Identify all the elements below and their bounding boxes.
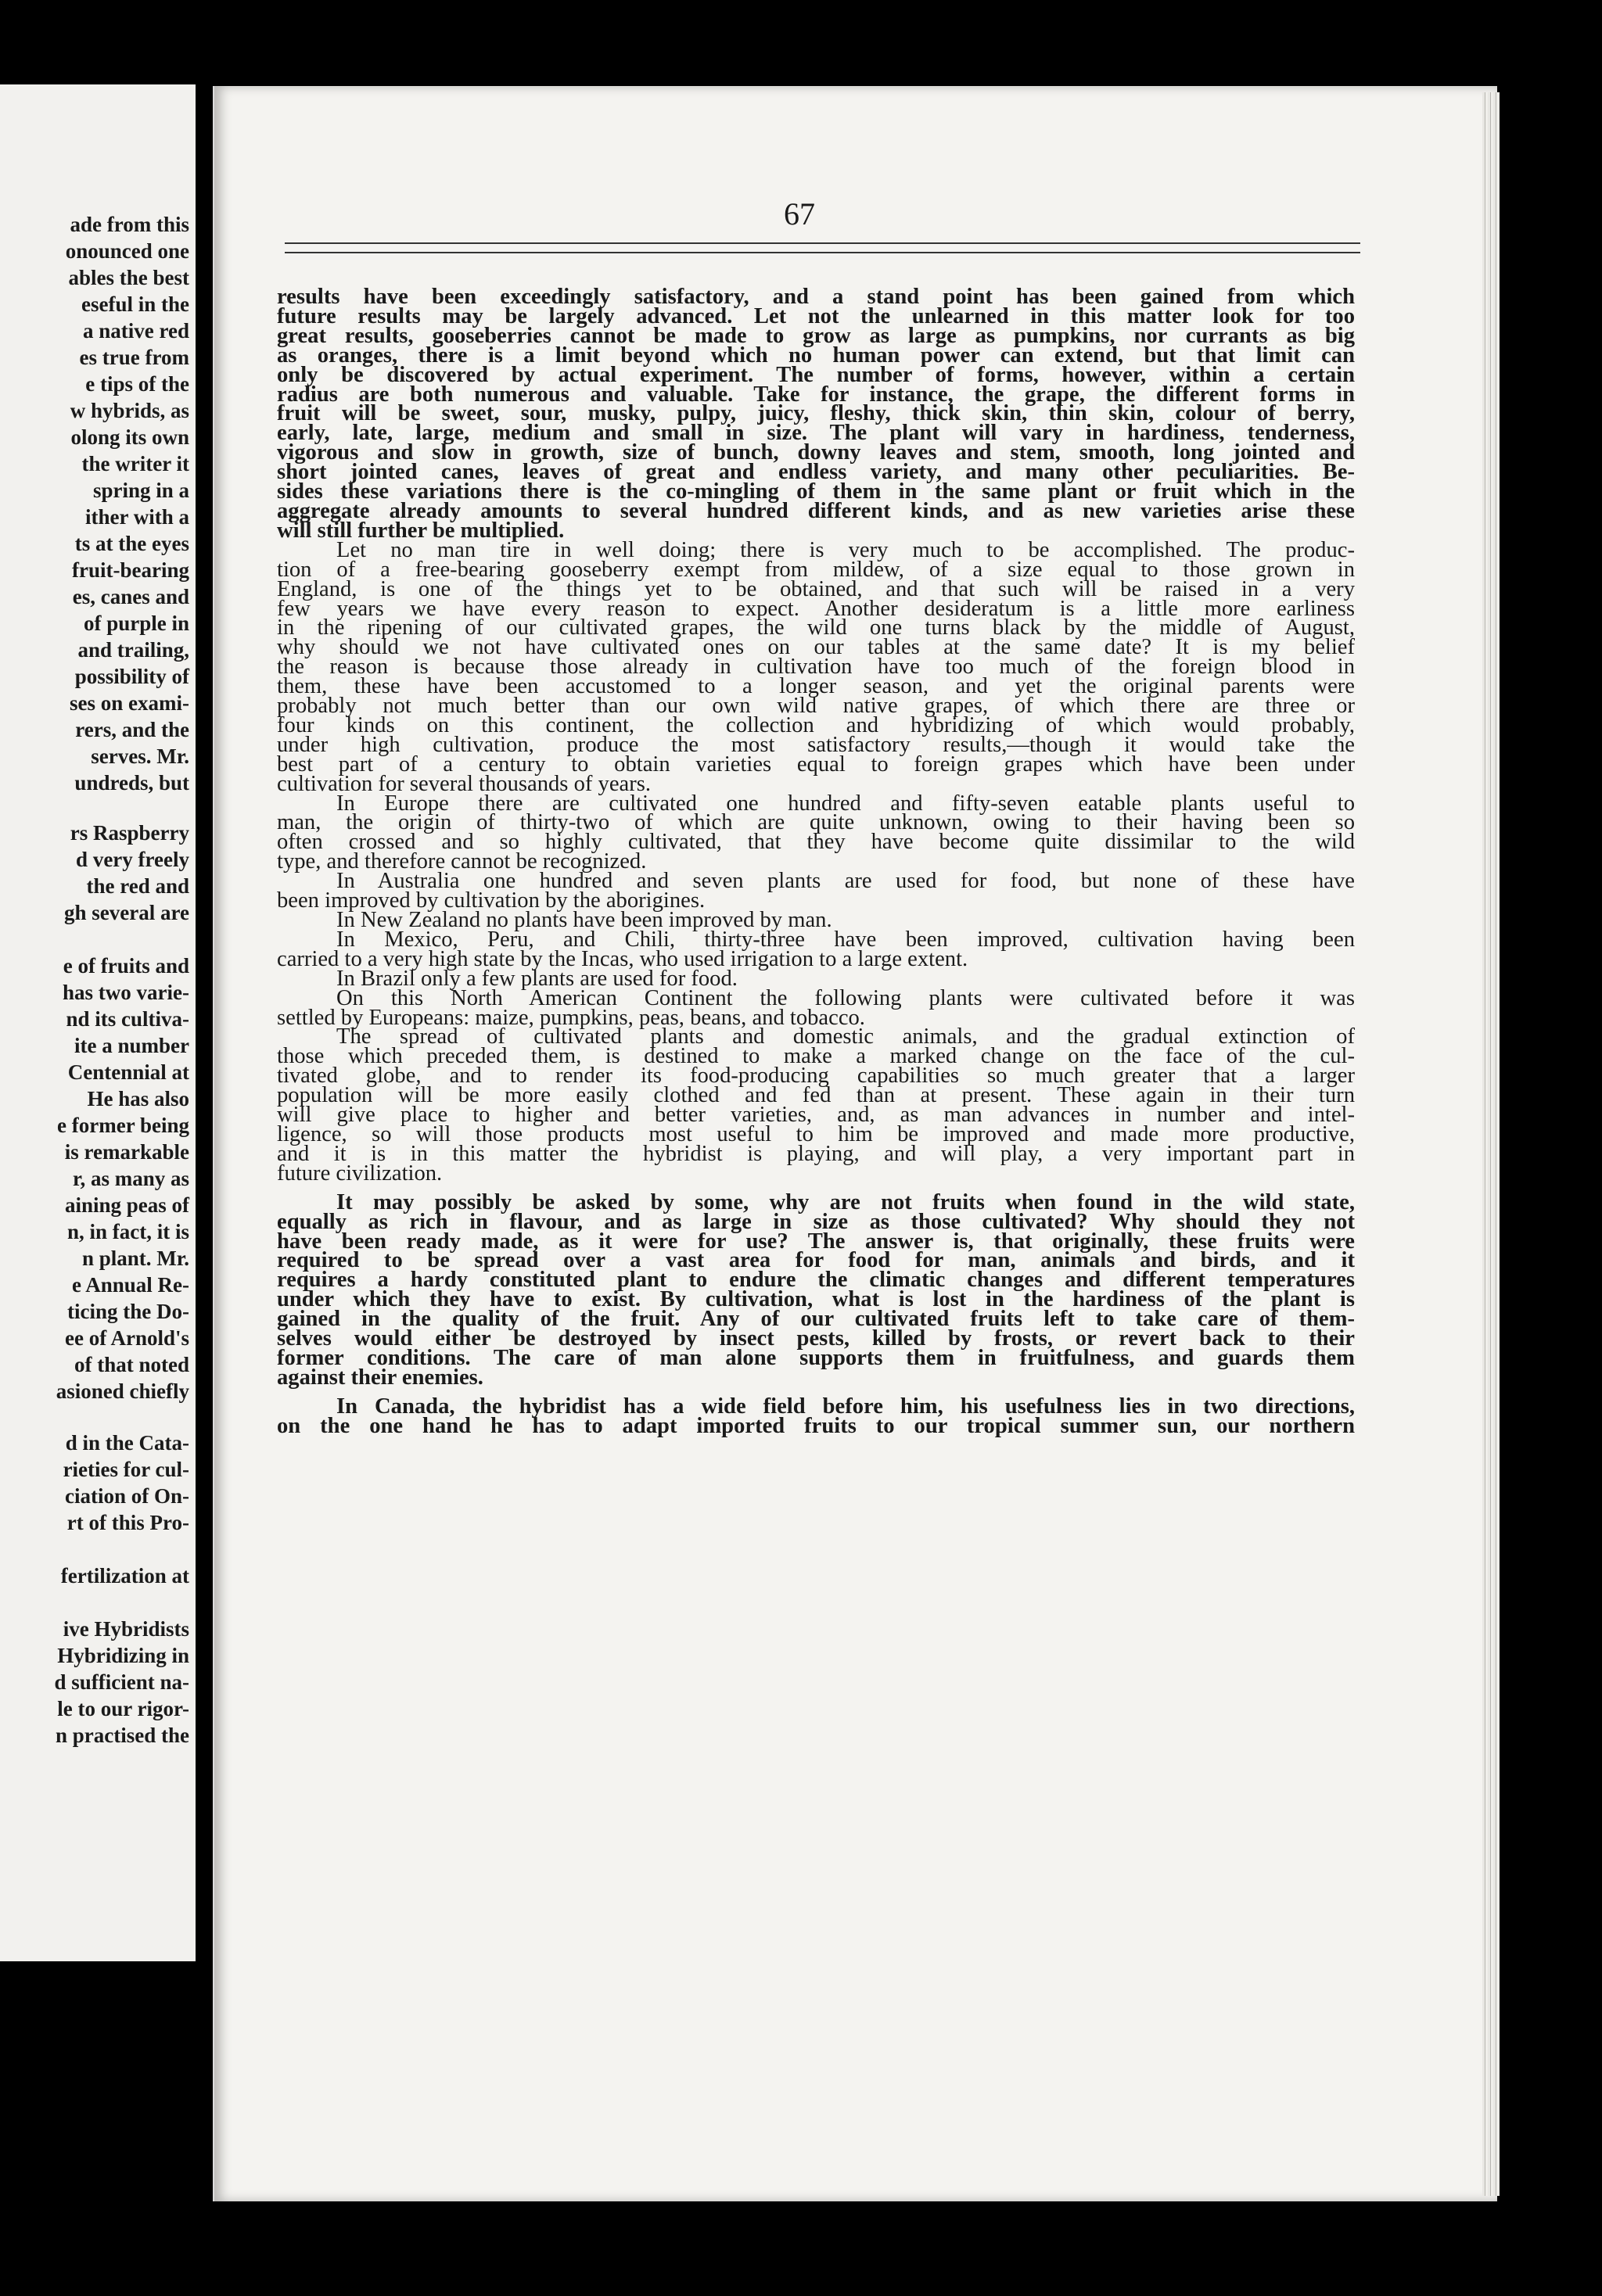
left-page-line: ses on exami- [70, 691, 189, 715]
left-page-line: ables the best [68, 266, 189, 289]
text-line: sides these variations there is the co-mingling of them in the same plant or fruit which in the [277, 479, 1355, 504]
text-line: under high cultivation, produce the most satisfactory results,—though it would take the [277, 732, 1355, 757]
text-line: requires a hardy constituted plant to endure the climatic changes and different temperatures [277, 1268, 1355, 1293]
left-page-line: fruit-bearing [72, 558, 189, 582]
text-line: In Brazil only a few plants are used for food. [336, 966, 738, 991]
text-line: radius are both numerous and valuable. Take for instance, the grape, the different forms in [277, 382, 1355, 407]
text-line: why should we not have cultivated ones on our tables at the same date? It is my belief [277, 635, 1355, 660]
left-page-line: eseful in the [81, 292, 189, 316]
text-line: population will be more easily clothed and fed than at present. These again in their turn [277, 1083, 1355, 1108]
text-line: future results may be largely advanced. Let not the unlearned in this matter look for too [277, 303, 1355, 328]
left-page-line: le to our rigor- [57, 1697, 189, 1720]
page-number: 67 [784, 196, 815, 231]
left-page-line: rs Raspberry [70, 821, 189, 845]
left-page-line: w hybrids, as [70, 399, 189, 422]
left-page-line: rers, and the [75, 718, 189, 741]
left-page-line: ciation of On- [65, 1484, 189, 1508]
left-page-line: undreds, but [74, 771, 189, 795]
text-line: vigorous and slow in growth, size of bunch, downy leaves and stem, smooth, long jointed and [277, 440, 1355, 465]
left-page-line: gh several are [64, 901, 189, 924]
left-page-line: Hybridizing in [57, 1644, 189, 1667]
left-page [0, 84, 198, 1961]
left-page-line: e of fruits and [63, 954, 189, 978]
text-line: the reason is because those already in cultivation have too much of the foreign blood in [277, 655, 1355, 680]
text-line: as oranges, there is a limit beyond which no human power can extend, but that limit can [277, 343, 1355, 368]
left-page-line: e tips of the [85, 372, 189, 396]
text-line: under which they have to exist. By cultivation, what is lost in the hardiness of the plant is [277, 1287, 1355, 1312]
left-page-line: ither with a [85, 505, 189, 529]
left-page-line: the writer it [81, 452, 189, 475]
left-page-line: the red and [86, 874, 189, 898]
left-page-line: He has also [87, 1087, 189, 1110]
text-line: tivated globe, and to render its food-producing capabilities so much greater that a larger [277, 1064, 1355, 1089]
text-line: early, late, large, medium and small in size. The plant will vary in hardiness, tenderness, [277, 421, 1355, 446]
text-line: gained in the quality of the fruit. Any of our cultivated fruits left to take care of them- [277, 1307, 1355, 1332]
text-line: great results, gooseberries cannot be made to grow as large as pumpkins, nor currants as big [277, 323, 1355, 348]
text-line: short jointed canes, leaves of great and endless variety, and many other peculiarities. Be- [277, 460, 1355, 485]
text-line: have been ready made, as it were for use? The answer is, that originally, these fruits were [277, 1229, 1355, 1254]
text-line: settled by Europeans: maize, pumpkins, peas, beans, and tobacco. [277, 1005, 865, 1030]
left-page-line: ee of Arnold's [65, 1326, 189, 1350]
text-line: selves would either be destroyed by insect pests, killed by frosts, or revert back to their [277, 1326, 1355, 1351]
left-page-line: d sufficient na- [54, 1670, 189, 1694]
text-line: against their enemies. [277, 1365, 483, 1390]
text-line: often crossed and so highly cultivated, that they have become quite dissimilar to the wild [277, 830, 1355, 855]
left-page-line: aining peas of [64, 1193, 189, 1217]
left-page-line: rieties for cul- [63, 1458, 189, 1481]
text-line: former conditions. The care of man alone supports them in fruitfulness, and guards them [277, 1345, 1355, 1370]
left-page-line: es true from [79, 346, 189, 369]
text-line: them, these have been accustomed to a longer season, and yet the original parents were [277, 674, 1355, 699]
text-line: in the ripening of our cultivated grapes, the wild one turns black by the middle of August, [277, 615, 1355, 640]
left-page-line: n, in fact, it is [66, 1220, 189, 1243]
left-page-line: fertilization at [60, 1564, 189, 1587]
text-line: and it is in this matter the hybridist is playing, and will play, a very important part in [277, 1141, 1355, 1166]
left-page-line: serves. Mr. [91, 744, 189, 768]
left-page-line: r, as many as [72, 1167, 189, 1190]
text-line: results have been exceedingly satisfactory, and a stand point has been gained from which [277, 285, 1355, 309]
text-line: best part of a century to obtain varieties equal to foreign grapes which have been under [277, 752, 1355, 777]
body-text [277, 285, 1355, 1438]
text-line: Let no man tire in well doing; there is very much to be accomplished. The produc- [336, 537, 1355, 562]
text-line: probably not much better than our own wild native grapes, of which there are three or [277, 694, 1355, 719]
left-page-line: n practised the [56, 1724, 189, 1747]
text-line: On this North American Continent the following plants were cultivated before it was [336, 985, 1355, 1010]
left-page-line: olong its own [70, 425, 189, 449]
left-page-line: e former being [57, 1114, 189, 1137]
text-line: The spread of cultivated plants and domestic animals, and the gradual extinction of [336, 1024, 1355, 1049]
left-page-line: ive Hybridists [63, 1617, 189, 1641]
left-page-line: d very freely [76, 848, 189, 871]
text-line: been improved by cultivation by the aborigines. [277, 888, 706, 913]
text-line: cultivation for several thousands of years. [277, 771, 652, 796]
text-line: four kinds on this continent, the collection and hybridizing of which would probably, [277, 712, 1355, 737]
right-page [213, 86, 1497, 2201]
left-page-line: spring in a [92, 479, 189, 502]
left-page-line: has two varie- [63, 981, 189, 1004]
text-line: on the one hand he has to adapt imported fruits to our tropical summer sun, our northern [277, 1413, 1355, 1438]
left-page-line: of purple in [83, 612, 189, 635]
text-line: those which preceded them, is destined to make a marked change on the face of the cul- [277, 1044, 1355, 1069]
text-line: man, the origin of thirty-two of which are quite unknown, owing to their having been so [277, 810, 1355, 835]
text-line: will give place to higher and better varieties, and, as man advances in number and intel- [277, 1103, 1355, 1128]
left-page-line: ite a number [74, 1034, 189, 1057]
left-page-line: ts at the eyes [74, 532, 189, 555]
left-page-line: rt of this Pro- [66, 1511, 189, 1534]
text-line: In Australia one hundred and seven plants are used for food, but none of these have [336, 869, 1355, 894]
text-line: In Mexico, Peru, and Chili, thirty-three have been improved, cultivation having been [336, 927, 1355, 952]
left-page-line: asioned chiefly [56, 1379, 189, 1403]
left-page-line: possibility of [74, 665, 189, 688]
left-page-line: e Annual Re- [71, 1273, 189, 1297]
left-page-line: of that noted [74, 1353, 189, 1376]
header-rule [285, 242, 1360, 253]
left-page-line: is remarkable [64, 1140, 189, 1164]
text-line: In New Zealand no plants have been improved by man. [336, 908, 832, 932]
text-line: few years we have every reason to expect. Another desideratum is a little more earliness [277, 596, 1355, 621]
text-line: type, and therefore cannot be recognized. [277, 849, 647, 874]
text-line: ligence, so will those products most useful to him be improved and made more productive, [277, 1121, 1355, 1146]
text-line: only be discovered by actual experiment. The number of forms, however, within a certain [277, 362, 1355, 387]
page-edges [1482, 92, 1500, 2196]
text-line: In Canada, the hybridist has a wide field before him, his usefulness lies in two directions, [336, 1394, 1355, 1419]
left-page-line: ticing the Do- [67, 1300, 189, 1323]
text-line: carried to a very high state by the Incas, who used irrigation to a large extent. [277, 946, 968, 971]
left-page-line: and trailing, [77, 638, 189, 662]
text-line: England, is one of the things yet to be obtained, and that such will be raised in a very [277, 576, 1355, 601]
text-line: aggregate already amounts to several hundred different kinds, and as new varieties arise these [277, 498, 1355, 523]
text-line: It may possibly be asked by some, why are not fruits when found in the wild state, [336, 1189, 1355, 1214]
left-page-line: n plant. Mr. [81, 1247, 189, 1270]
left-page-line: Centennial at [67, 1060, 189, 1084]
left-page-line: ade from this [70, 213, 189, 236]
text-line: equally as rich in flavour, and as large in size as those cultivated? Why should they not [277, 1209, 1355, 1234]
text-line: will still further be multiplied. [277, 518, 565, 543]
left-page-line: a native red [83, 319, 189, 343]
left-page-line: onounced one [65, 239, 189, 263]
text-line: fruit will be sweet, sour, musky, pulpy, juicy, fleshy, thick skin, thin skin, colour of berry, [277, 401, 1355, 426]
text-line: tion of a free-bearing gooseberry exempt from mildew, of a size equal to those grown in [277, 557, 1355, 582]
left-page-line: d in the Cata- [65, 1431, 189, 1455]
left-page-line: nd its cultiva- [66, 1007, 189, 1031]
text-line: future civilization. [277, 1161, 443, 1186]
text-line: In Europe there are cultivated one hundred and fifty-seven eatable plants useful to [336, 791, 1355, 816]
text-line: required to be spread over a vast area for food for man, animals and birds, and it [277, 1248, 1355, 1273]
left-page-line: es, canes and [72, 585, 189, 608]
